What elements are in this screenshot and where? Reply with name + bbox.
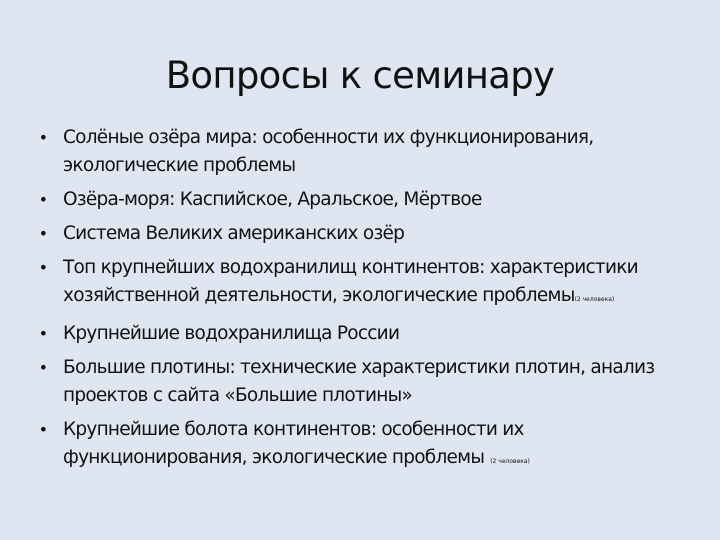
bullet-item-large-dams (36, 354, 698, 410)
bullet-text: Озёра-моря: Каспийское, Аральское, Мёртвое (63, 189, 482, 210)
slide-title: Вопросы к семинару (165, 54, 555, 97)
participant-count-note: (2 человека) (574, 296, 615, 303)
bullet-icon: • (38, 190, 48, 209)
bullet-icon: • (38, 128, 48, 147)
bullet-item-swamps (36, 416, 698, 476)
bullet-item-great-lakes (36, 220, 698, 248)
bullet-text: Большие плотины: технические характеристики плотин, анализ проектов с сайта «Большие плотины» (63, 357, 655, 406)
bullet-text: Система Великих американских озёр (63, 223, 405, 244)
seminar-questions-list (36, 124, 698, 482)
bullet-icon: • (38, 258, 48, 277)
bullet-text: Крупнейшие водохранилища России (63, 323, 400, 344)
bullet-icon: • (38, 358, 48, 377)
bullet-icon: • (38, 324, 48, 343)
bullet-text: Солёные озёра мира: особенности их функционирования, экологические проблемы (63, 127, 594, 176)
bullet-text: Топ крупнейших водохранилищ континентов: характеристики хозяйственной деятельности, экологические проблемы (63, 257, 638, 306)
bullet-icon: • (38, 420, 48, 439)
bullet-item-russian-reservoirs (36, 320, 698, 348)
bullet-text: Крупнейшие болота континентов: особенности их функционирования, экологические проблемы (63, 419, 524, 468)
bullet-icon: • (38, 224, 48, 243)
participant-count-note: (2 человека) (490, 458, 530, 465)
bullet-item-continental-reservoirs (36, 254, 698, 314)
bullet-item-salt-lakes (36, 124, 698, 180)
bullet-item-lake-seas (36, 186, 698, 214)
